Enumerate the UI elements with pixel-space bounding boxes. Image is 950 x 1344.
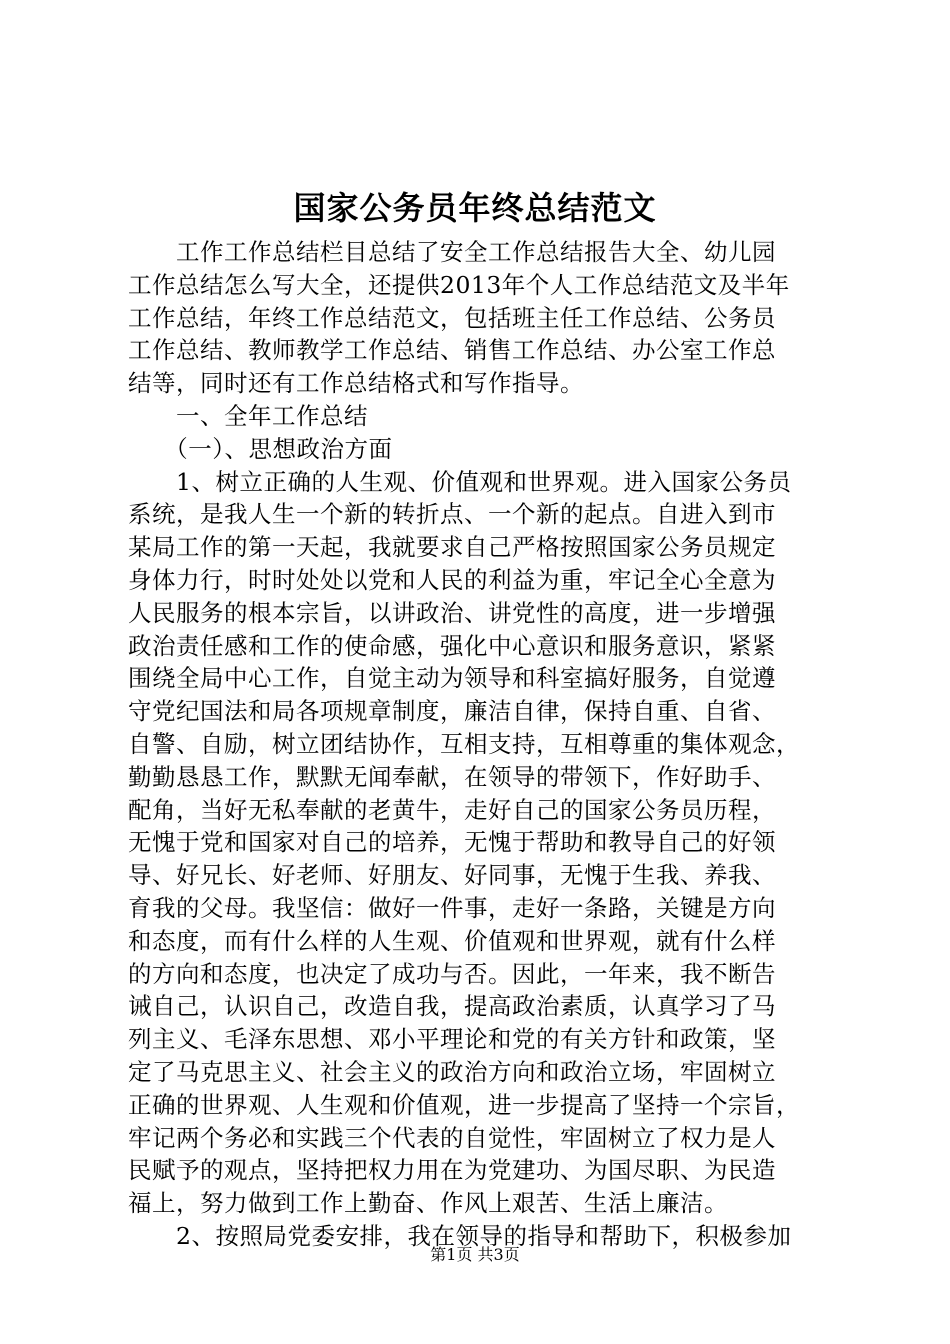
body-line: 2、按照局党委安排，我在领导的指导和帮助下，积极参加 [128,1221,792,1250]
body-line: 导、好兄长、好老师、好朋友、好同事，无愧于生我、养我、 [128,861,776,890]
body-line: 育我的父母。我坚信：做好一件事，走好一条路，关键是方向 [128,893,776,922]
body-line: 定了马克思主义、社会主义的政治方向和政治立场，牢固树立 [128,1057,776,1086]
body-line: 诫自己，认识自己，改造自我，提高政治素质，认真学习了马 [128,992,776,1021]
body-line: 福上，努力做到工作上勤奋、作风上艰苦、生活上廉洁。 [128,1189,728,1218]
body-line: 工作工作总结栏目总结了安全工作总结报告大全、幼儿园 [128,238,776,266]
body-line: 列主义、毛泽东思想、邓小平理论和党的有关方针和政策，坚 [128,1025,776,1054]
body-line: 政治责任感和工作的使命感，强化中心意识和服务意识，紧紧 [128,631,776,660]
page-footer: 第1页 共3页 [430,1245,520,1264]
body-line: 的方向和态度，也决定了成功与否。因此，一年来，我不断告 [128,959,776,988]
section-heading: 一、全年工作总结 [128,401,368,430]
body-line: 民赋予的观点，坚持把权力用在为党建功、为国尽职、为民造 [128,1156,776,1185]
body-line: 配角，当好无私奉献的老黄牛，走好自己的国家公务员历程， [128,795,776,824]
body-line: 勤勤恳恳工作，默默无闻奉献，在领导的带领下，作好助手、 [128,762,776,791]
body-line: 自警、自励，树立团结协作，互相支持，互相尊重的集体观念， [128,729,800,758]
body-line: 围绕全局中心工作，自觉主动为领导和科室搞好服务，自觉遵 [128,664,776,693]
body-line: 系统，是我人生一个新的转折点、一个新的起点。自进入到市 [128,500,776,529]
body-line: 结等，同时还有工作总结格式和写作指导。 [128,369,584,398]
document-title: 国家公务员年终总结范文 [293,189,657,227]
body-line: 身体力行，时时处处以党和人民的利益为重，牢记全心全意为 [128,565,776,594]
body-line: 牢记两个务必和实践三个代表的自觉性，牢固树立了权力是人 [128,1123,776,1152]
body-line: 正确的世界观、人生观和价值观，进一步提高了坚持一个宗旨， [128,1090,800,1119]
body-line: 1、树立正确的人生观、价值观和世界观。进入国家公务员 [128,467,792,496]
subsection-heading: （一）、思想政治方面 [128,434,393,463]
body-line: 无愧于党和国家对自己的培养，无愧于帮助和教导自己的好领 [128,828,776,857]
body-line: 守党纪国法和局各项规章制度，廉洁自律，保持自重、自省、 [128,697,776,726]
body-line: 工作总结、教师教学工作总结、销售工作总结、办公室工作总 [128,336,776,365]
body-line: 工作总结，年终工作总结范文，包括班主任工作总结、公务员 [128,303,776,332]
body-line: 工作总结怎么写大全，还提供2013年个人工作总结范文及半年 [128,270,790,299]
body-line: 某局工作的第一天起，我就要求自己严格按照国家公务员规定 [128,533,776,562]
body-line: 人民服务的根本宗旨，以讲政治、讲党性的高度，进一步增强 [128,598,776,627]
document-body [128,236,828,1253]
body-line: 和态度，而有什么样的人生观、价值观和世界观，就有什么样 [128,926,776,955]
